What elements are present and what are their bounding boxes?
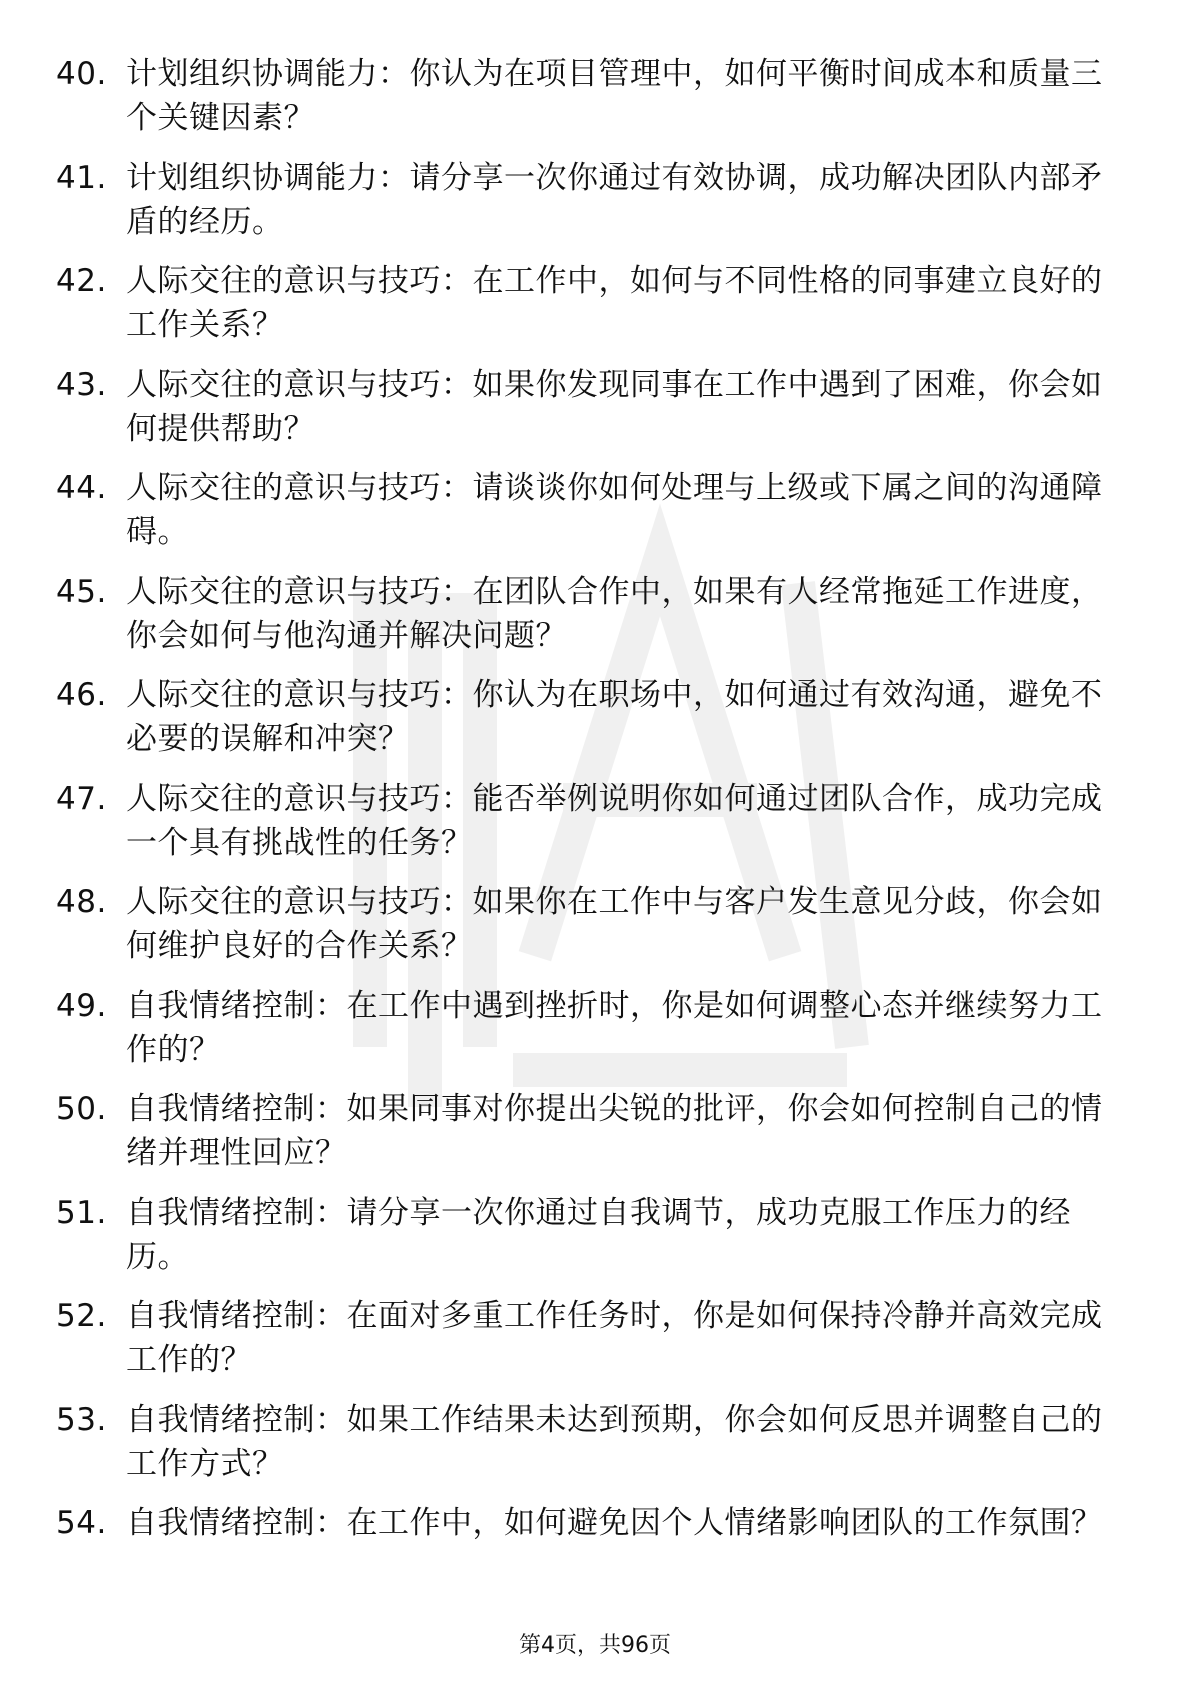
list-item bbox=[56, 1087, 1116, 1175]
list-item bbox=[56, 466, 1116, 554]
list-item bbox=[56, 156, 1116, 244]
question-text: 人际交往的意识与技巧：在团队合作中，如果有人经常拖延工作进度，你会如何与他沟通并解决问题？ bbox=[126, 573, 1103, 654]
list-item bbox=[56, 1294, 1116, 1382]
question-text: 自我情绪控制：如果工作结果未达到预期，你会如何反思并调整自己的工作方式？ bbox=[126, 1401, 1103, 1482]
list-item bbox=[56, 1398, 1116, 1486]
question-list bbox=[56, 52, 1116, 1605]
question-text: 自我情绪控制：在工作中遇到挫折时，你是如何调整心态并继续努力工作的？ bbox=[126, 987, 1103, 1068]
question-number: 54. bbox=[56, 1505, 107, 1541]
question-number: 45. bbox=[56, 573, 107, 610]
question-text: 自我情绪控制：在面对多重工作任务时，你是如何保持冷静并高效完成工作的？ bbox=[126, 1298, 1103, 1378]
question-text: 人际交往的意识与技巧：如果你发现同事在工作中遇到了困难，你会如何提供帮助？ bbox=[126, 366, 1103, 447]
question-number: 48. bbox=[56, 884, 107, 920]
question-number: 47. bbox=[56, 780, 107, 817]
question-text: 人际交往的意识与技巧：能否举例说明你如何通过团队合作，成功完成一个具有挑战性的任务？ bbox=[126, 780, 1103, 861]
question-text: 计划组织协调能力：请分享一次你通过有效协调，成功解决团队内部矛盾的经历。 bbox=[126, 159, 1103, 240]
list-item bbox=[56, 1501, 1116, 1589]
list-item bbox=[56, 570, 1116, 658]
question-number: 40. bbox=[56, 56, 107, 92]
question-text: 人际交往的意识与技巧：请谈谈你如何处理与上级或下属之间的沟通障碍。 bbox=[126, 470, 1103, 550]
question-number: 46. bbox=[56, 677, 107, 713]
question-text: 自我情绪控制：请分享一次你通过自我调节，成功克服工作压力的经历。 bbox=[126, 1194, 1071, 1275]
question-number: 41. bbox=[56, 159, 107, 196]
question-number: 42. bbox=[56, 263, 107, 299]
question-text: 人际交往的意识与技巧：在工作中，如何与不同性格的同事建立良好的工作关系？ bbox=[126, 263, 1103, 343]
list-item bbox=[56, 880, 1116, 968]
list-item bbox=[56, 259, 1116, 347]
question-number: 51. bbox=[56, 1194, 107, 1231]
list-item bbox=[56, 984, 1116, 1072]
question-text: 自我情绪控制：在工作中，如何避免因个人情绪影响团队的工作氛围？ bbox=[126, 1505, 1103, 1541]
list-item bbox=[56, 363, 1116, 451]
list-item bbox=[56, 777, 1116, 865]
question-number: 52. bbox=[56, 1298, 107, 1334]
page-footer bbox=[0, 1628, 1190, 1659]
question-number: 44. bbox=[56, 470, 107, 506]
question-text: 自我情绪控制：如果同事对你提出尖锐的批评，你会如何控制自己的情绪并理性回应？ bbox=[126, 1091, 1103, 1171]
list-item bbox=[56, 52, 1116, 140]
question-text: 人际交往的意识与技巧：如果你在工作中与客户发生意见分歧，你会如何维护良好的合作关系？ bbox=[126, 884, 1103, 964]
question-text: 计划组织协调能力：你认为在项目管理中，如何平衡时间成本和质量三个关键因素？ bbox=[126, 56, 1103, 136]
question-number: 43. bbox=[56, 366, 107, 403]
question-number: 50. bbox=[56, 1091, 107, 1127]
question-number: 53. bbox=[56, 1401, 107, 1438]
list-item bbox=[56, 1191, 1116, 1279]
question-text: 人际交往的意识与技巧：你认为在职场中，如何通过有效沟通，避免不必要的误解和冲突？ bbox=[126, 677, 1103, 757]
list-item bbox=[56, 673, 1116, 761]
page-number-label: 第4页，共96页 bbox=[519, 1633, 671, 1658]
question-number: 49. bbox=[56, 987, 107, 1024]
